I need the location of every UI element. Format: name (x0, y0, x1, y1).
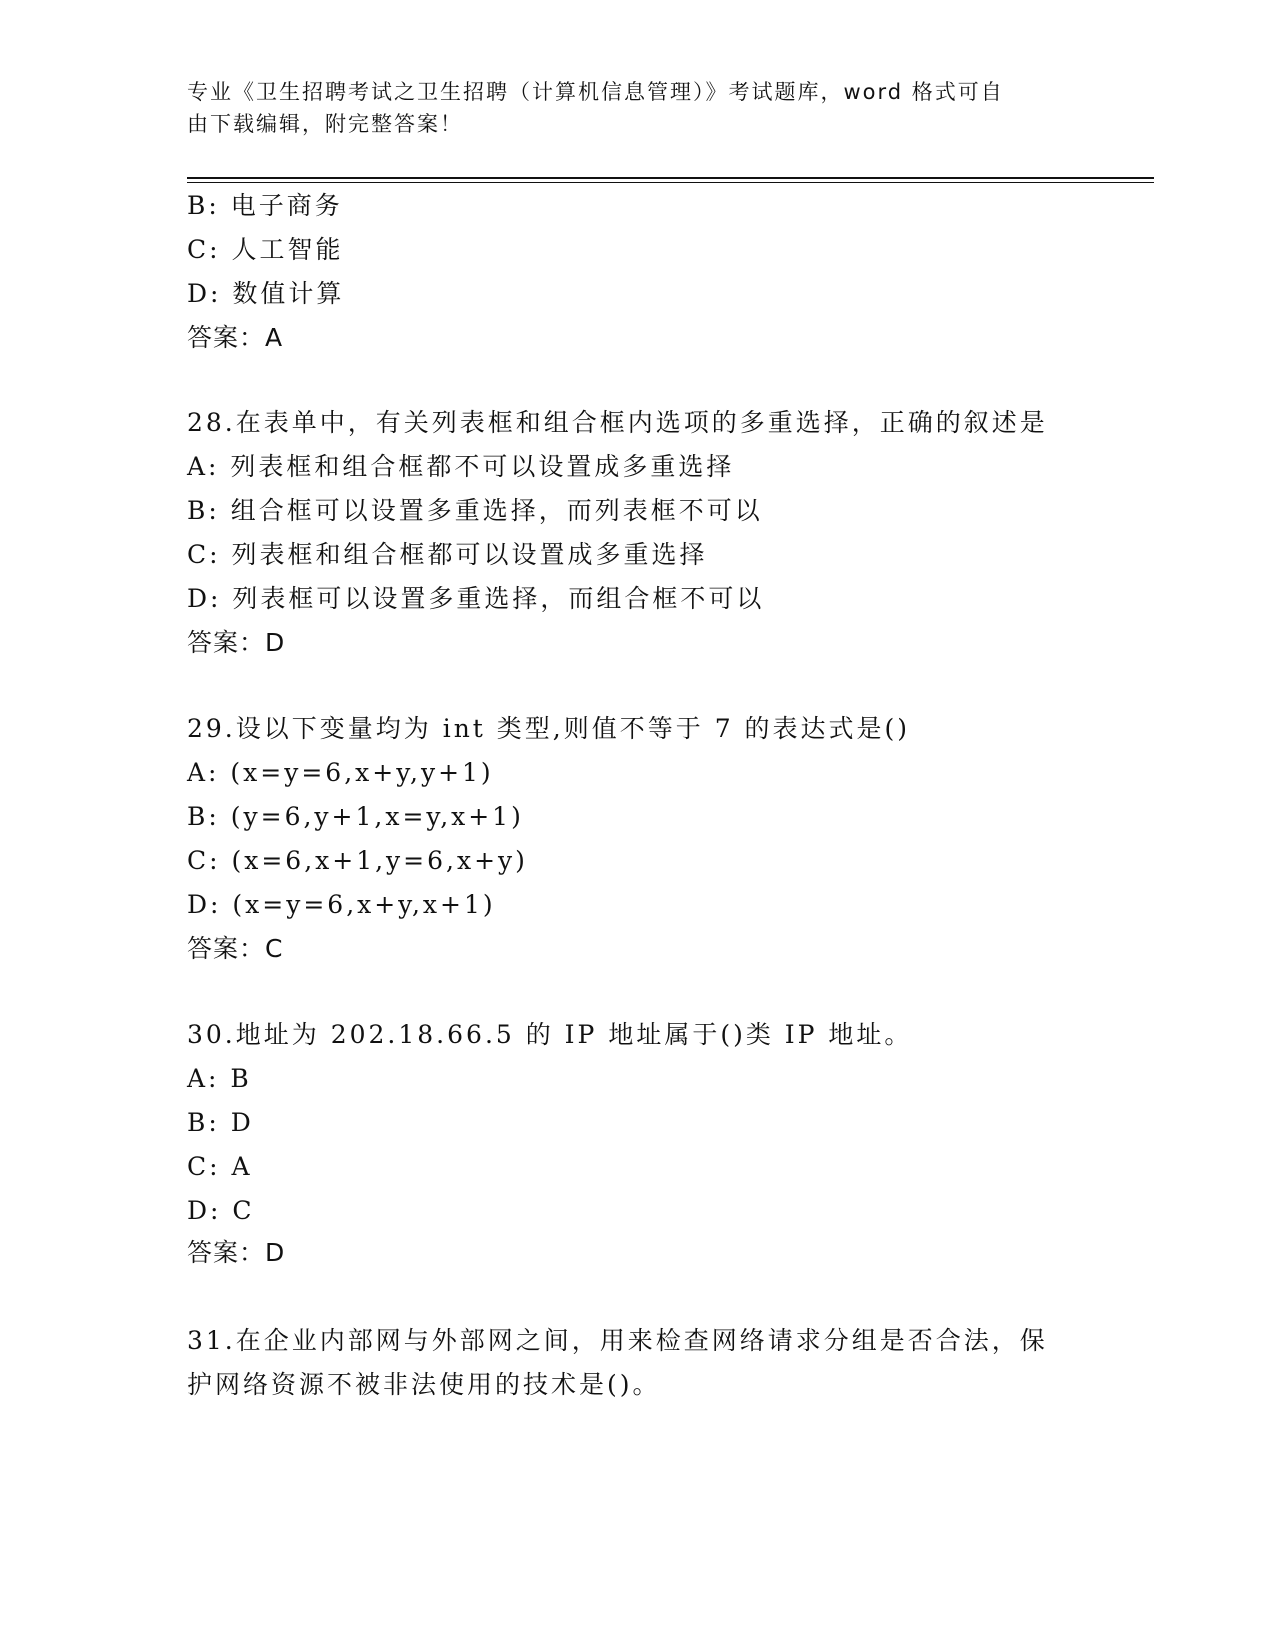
q28-answer: 答案：D (187, 628, 286, 657)
q28-option-b: B: 组合框可以设置多重选择，而列表框不可以 (187, 496, 763, 525)
header-divider-thick (187, 177, 1154, 179)
q29-answer: 答案：C (187, 934, 284, 963)
q30-option-d: D: C (187, 1196, 255, 1225)
q29-option-a: A: (x=y=6,x+y,y+1) (187, 758, 494, 787)
q30-option-c: C: A (187, 1152, 253, 1181)
q27-option-c: C: 人工智能 (187, 235, 344, 264)
document-header (187, 76, 1067, 140)
q27-answer: 答案：A (187, 323, 284, 352)
q28-option-c: C: 列表框和组合框都可以设置成多重选择 (187, 540, 708, 569)
q30-answer: 答案：D (187, 1238, 286, 1267)
q29-option-b: B: (y=6,y+1,x=y,x+1) (187, 802, 524, 831)
header-line-2: 由下载编辑，附完整答案！ (187, 112, 463, 136)
q27-option-b: B: 电子商务 (187, 191, 343, 220)
q29-stem: 29.设以下变量均为 int 类型,则值不等于 7 的表达式是() (187, 714, 911, 743)
q31-stem-line-2: 护网络资源不被非法使用的技术是()。 (187, 1370, 661, 1399)
q28-option-a: A: 列表框和组合框都不可以设置成多重选择 (187, 452, 735, 481)
q30-stem: 30.地址为 202.18.66.5 的 IP 地址属于()类 IP 地址。 (187, 1020, 913, 1049)
q29-option-c: C: (x=6,x+1,y=6,x+y) (187, 846, 528, 875)
q29-option-d: D: (x=y=6,x+y,x+1) (187, 890, 496, 919)
header-divider-thin (187, 182, 1154, 183)
q27-option-d: D: 数值计算 (187, 279, 345, 308)
q31-stem-line-1: 31.在企业内部网与外部网之间，用来检查网络请求分组是否合法，保 (187, 1326, 1048, 1355)
q30-option-b: B: D (187, 1108, 254, 1137)
q30-option-a: A: B (187, 1064, 252, 1093)
q28-option-d: D: 列表框可以设置多重选择，而组合框不可以 (187, 584, 765, 613)
q28-stem: 28.在表单中，有关列表框和组合框内选项的多重选择，正确的叙述是 (187, 408, 1048, 437)
header-line-1: 专业《卫生招聘考试之卫生招聘（计算机信息管理）》考试题库，word 格式可自 (187, 80, 1004, 104)
